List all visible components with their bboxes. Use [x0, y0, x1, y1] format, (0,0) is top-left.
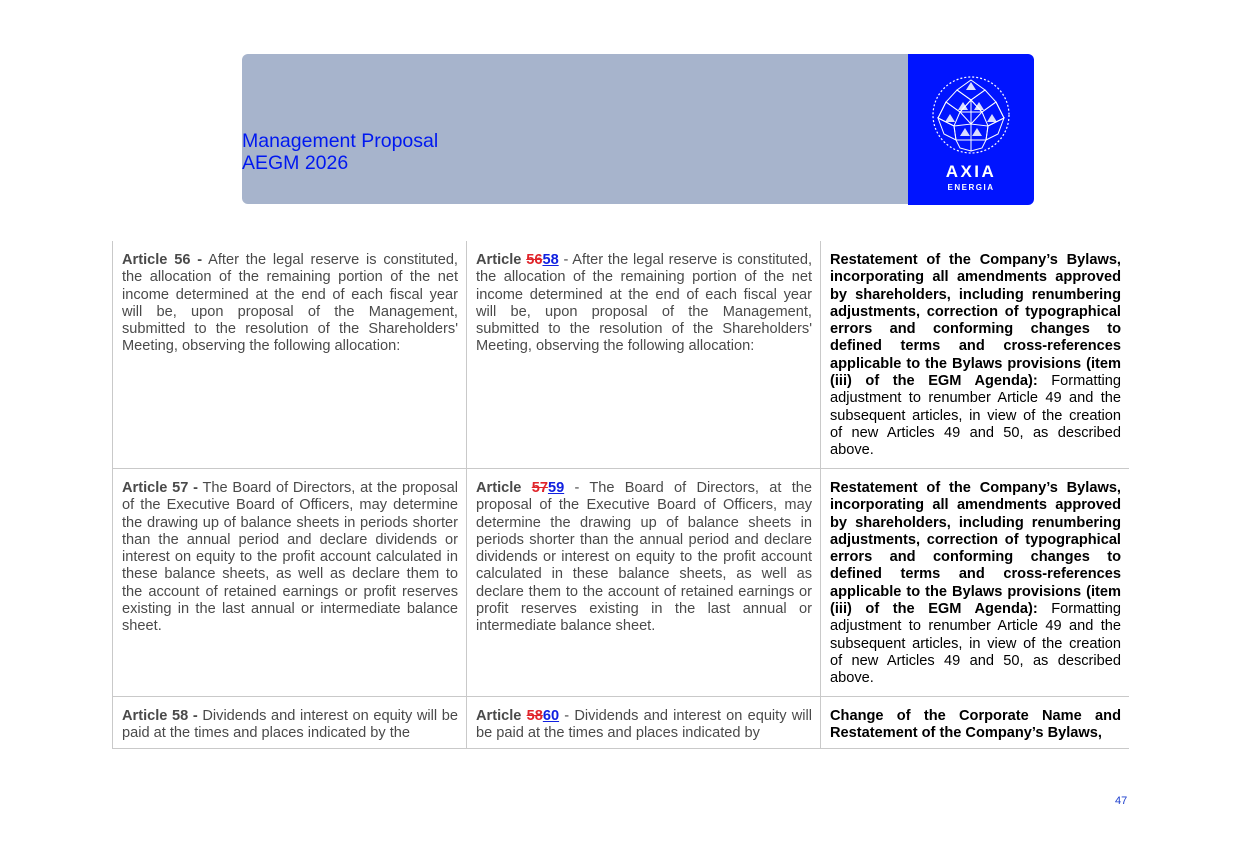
current-text-cell	[113, 696, 467, 749]
article-text: - Dividends and interest on equity will be paid at the times and places indicated by	[476, 707, 812, 741]
justification-text: Formatting adjustment to renumber Article 49 and the subsequent articles, in view of the creation of new Articles 49 and 50, as described above.	[830, 373, 1122, 459]
article-prefix: Article	[476, 252, 527, 268]
justification-cell	[821, 241, 1130, 469]
article-ref: Article 56 -	[122, 252, 203, 268]
title-line-2: AEGM 2026	[242, 152, 349, 174]
article-text: Dividends and interest on equity will be paid at the times and places indicated by the	[122, 707, 458, 741]
proposed-text-cell	[467, 469, 821, 697]
article-ref: Article 57 -	[122, 480, 198, 496]
article-text: The Board of Directors, at the proposal of the Executive Board of Officers, may determine the drawing up of balance sheets in periods shorter than the annual period and declare dividends or interest on equity to the profit account calculated in these balance sheets, as well as declare them to the account of retained earnings or profit reserves existing in the last annual or intermediate balance sheet.	[122, 480, 458, 635]
deleted-number: 56	[526, 252, 543, 268]
document-title	[242, 130, 438, 174]
article-ref: Article 58 -	[122, 707, 198, 724]
inserted-number: 60	[542, 707, 560, 724]
deleted-number: 57	[531, 480, 548, 496]
proposed-text-cell	[467, 241, 821, 469]
article-prefix: Article	[476, 480, 532, 496]
table-row	[113, 469, 1130, 697]
current-text-cell	[113, 241, 467, 469]
current-text-cell	[113, 469, 467, 697]
proposed-text-cell	[467, 696, 821, 749]
justification-heading: Change of the Corporate Name and Restatement of the Company’s Bylaws,	[830, 707, 1121, 741]
page-number: 47	[1115, 795, 1128, 807]
article-text: - After the legal reserve is constituted, the allocation of the remaining portion of the net income determined at the end of each fiscal year will be, upon proposal of the Management, submitted to the resolution of the Shareholders' Meeting, observing the following allocation:	[476, 252, 813, 355]
table-row	[113, 241, 1130, 469]
inserted-number: 59	[547, 480, 565, 496]
company-logo	[908, 54, 1034, 205]
table-row	[113, 696, 1130, 749]
justification-heading: Restatement of the Company’s Bylaws, incorporating all amendments approved by shareholders, including renumbering adjustments, correction of typographical errors and conforming changes to defined terms and cross-references applicable to the Bylaws provisions (item (iii) of the EGM Agenda):	[830, 480, 1121, 618]
logo-name: AXIA	[945, 162, 997, 181]
globe-icon	[930, 74, 1012, 156]
deleted-number: 58	[526, 707, 543, 724]
logo-subtitle: ENERGIA	[947, 183, 995, 192]
article-text: After the legal reserve is constituted, the allocation of the remaining portion of the net income determined at the end of each fiscal year will be, upon proposal of the Management, submitted to the resolution of the Shareholders' Meeting, observing the following allocation:	[122, 252, 458, 355]
justification-heading: Restatement of the Company’s Bylaws, incorporating all amendments approved by shareholders, including renumbering adjustments, correction of typographical errors and conforming changes to defined terms and cross-references applicable to the Bylaws provisions (item (iii) of the EGM Agenda):	[830, 252, 1121, 390]
header-band	[242, 54, 909, 204]
title-line-1: Management Proposal	[242, 130, 439, 152]
bylaws-comparison-table	[112, 241, 1129, 749]
justification-cell	[821, 469, 1130, 697]
inserted-number: 58	[542, 252, 559, 268]
article-prefix: Article	[476, 707, 527, 724]
justification-cell	[821, 696, 1130, 749]
justification-text: Formatting adjustment to renumber Article 49 and the subsequent articles, in view of the creation of new Articles 49 and 50, as described above.	[830, 601, 1122, 687]
article-text: - The Board of Directors, at the proposal of the Executive Board of Officers, may determine the drawing up of balance sheets in periods shorter than the annual period and declare dividends or interest on equity to the profit account calculated in these balance sheets, as well as declare them to the account of retained earnings or profit reserves existing in the last annual or intermediate balance sheet.	[476, 480, 812, 635]
